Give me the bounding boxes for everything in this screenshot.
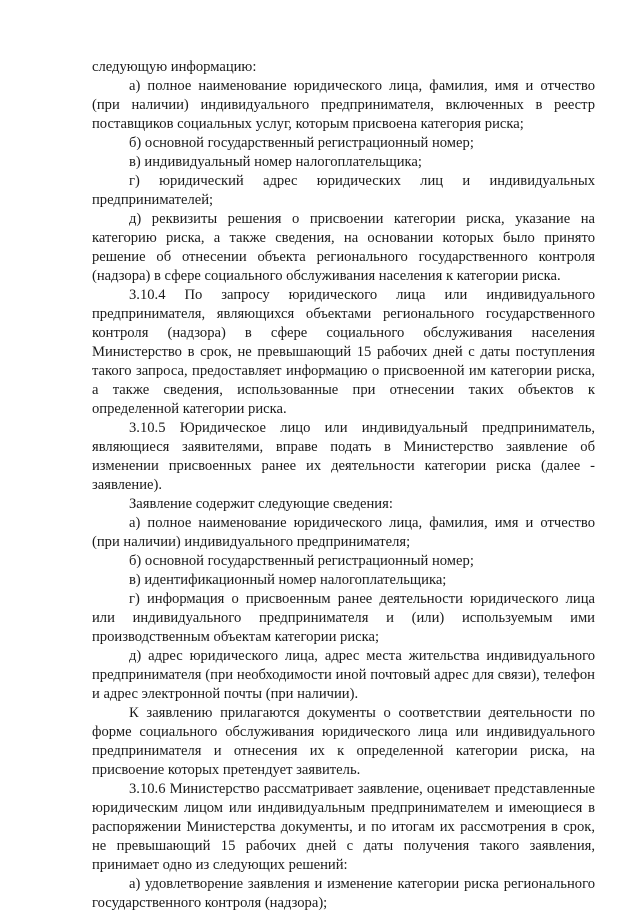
paragraph-application-contents: Заявление содержит следующие сведения: <box>129 496 393 512</box>
paragraph-item-a: а) полное наименование юридического лица, фамилия, имя и отчество (при наличии) индивидуального предпринимателя, включенных в реестр поставщиков социальных услуг, которым присвоена категория риска; <box>92 78 595 132</box>
paragraph-item-b: б) основной государственный регистрационный номер; <box>129 135 474 151</box>
paragraph-app-item-v: в) идентификационный номер налогоплательщика; <box>129 572 447 588</box>
document-body <box>92 58 595 913</box>
paragraph-item-g: г) юридический адрес юридических лиц и индивидуальных предпринимателей; <box>92 173 595 208</box>
paragraph-intro: следующую информацию: <box>92 59 257 75</box>
paragraph-item-d: д) реквизиты решения о присвоении категории риска, указание на категорию риска, а также сведения, на основании которых было принято решение об отнесении объекта регионального государственного контроля (надзора) в сфере социального обслуживания населения к категории риска. <box>92 211 595 284</box>
paragraph-attachments: К заявлению прилагаются документы о соответствии деятельности по форме социального обслуживания юридического лица или индивидуального предпринимателя и отнесения их к определенной категории риска, на присвоение которых претендует заявитель. <box>92 705 595 778</box>
paragraph-section-3-10-6: 3.10.6 Министерство рассматривает заявление, оценивает представленные юридическим лицом или индивидуальным предпринимателем и имеющиеся в распоряжении Министерства документы, и по итогам их рассмотрения в срок, не превышающий 15 рабочих дней с даты получения такого заявления, принимает одно из следующих решений: <box>92 781 595 873</box>
paragraph-app-item-g: г) информация о присвоенным ранее деятельности юридического лица или индивидуального предпринимателя и (или) используемым ими производственным объектам категории риска; <box>92 591 595 645</box>
paragraph-item-v: в) индивидуальный номер налогоплательщика; <box>129 154 422 170</box>
paragraph-section-3-10-4: 3.10.4 По запросу юридического лица или индивидуального предпринимателя, являющихся объектами регионального государственного контроля (надзора) в сфере социального обслуживания населения Министерство в срок, не превышающий 15 рабочих дней с даты поступления такого запроса, предоставляет информацию о присвоенной им категории риска, а также сведения, использованные при отнесении таких объектов к определенной категории риска. <box>92 287 595 417</box>
paragraph-section-3-10-5: 3.10.5 Юридическое лицо или индивидуальный предприниматель, являющиеся заявителями, вправе подать в Министерство заявление об изменении присвоенных ранее их деятельности категории риска (далее - заявление). <box>92 420 595 493</box>
paragraph-app-item-d: д) адрес юридического лица, адрес места жительства индивидуального предпринимателя (при необходимости иной почтовый адрес для связи), телефон и адрес электронной почты (при наличии). <box>92 648 595 702</box>
paragraph-app-item-a: а) полное наименование юридического лица, фамилия, имя и отчество (при наличии) индивидуального предпринимателя; <box>92 515 595 550</box>
paragraph-decision-a: а) удовлетворение заявления и изменение категории риска регионального государственного контроля (надзора); <box>92 876 595 911</box>
paragraph-app-item-b: б) основной государственный регистрационный номер; <box>129 553 474 569</box>
